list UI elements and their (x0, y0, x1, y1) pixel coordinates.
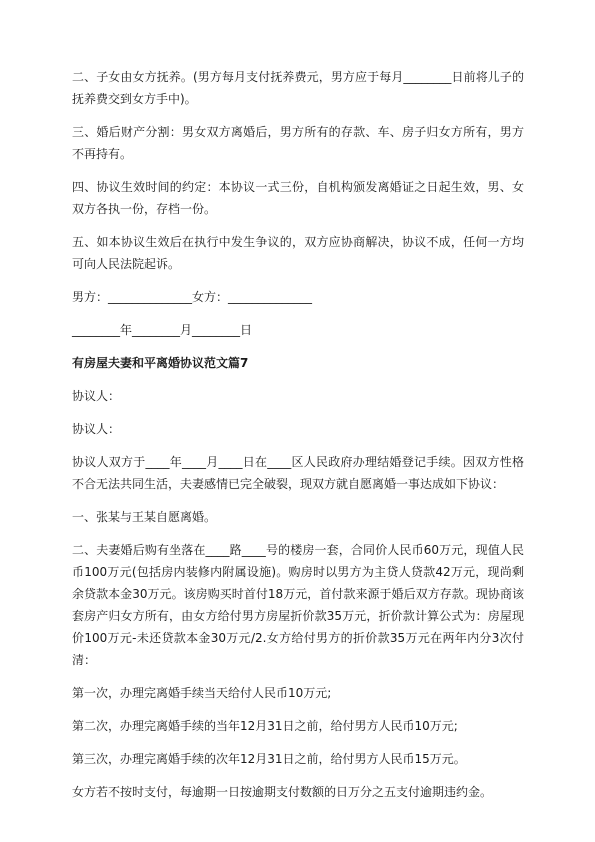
clause-one-divorce: 一、张某与王某自愿离婚。 (72, 510, 217, 524)
party-one-label: 协议人： (72, 389, 121, 403)
clause-two-custody: 二、子女由女方抚养。(男方每月支付抚养费元，男方应于每月________日前将儿子的抚养费交到女方手中)。 (72, 70, 524, 106)
clause-five-dispute: 五、如本协议生效后在执行中发生争议的，双方应协商解决，协议不成，任何一方均可向人民法院起诉。 (72, 235, 524, 271)
signature-line: 男方：______________女方：______________ (72, 290, 313, 304)
payment-second: 第二次，办理完离婚手续的当年12月31日之前，给付男方人民币10万元; (72, 719, 458, 733)
party-two-label: 协议人： (72, 422, 121, 436)
late-penalty: 女方若不按时支付，每逾期一日按逾期支付数额的日万分之五支付逾期违约金。 (72, 785, 493, 799)
document-page (72, 66, 524, 814)
clause-three-property: 三、婚后财产分割：男女双方离婚后，男方所有的存款、车、房子归女方所有，男方不再持有。 (72, 125, 524, 161)
preamble-paragraph: 协议人双方于____年____月____日在____区人民政府办理结婚登记手续。因双方性格不合无法共同生活，夫妻感情已完全破裂，现双方就自愿离婚一事达成如下协议： (72, 455, 524, 491)
payment-third: 第三次，办理完离婚手续的次年12月31日之前，给付男方人民币15万元。 (72, 752, 466, 766)
payment-first: 第一次，办理完离婚手续当天给付人民币10万元; (72, 686, 332, 700)
clause-four-effective: 四、协议生效时间的约定：本协议一式三份，自机构颁发离婚证之日起生效，男、女双方各执一份，存档一份。 (72, 180, 524, 216)
date-line: ________年________月________日 (72, 323, 253, 337)
section-heading: 有房屋夫妻和平离婚协议范文篇7 (72, 356, 249, 370)
clause-two-house: 二、夫妻婚后购有坐落在____路____号的楼房一套，合同价人民币60万元，现值人民币100万元(包括房内装修内附属设施)。购房时以男方为主贷人贷款42万元，现尚剩余贷款本金30万元。该房购买时首付18万元，首付款来源于婚后双方存款。现协商该套房产归女方所有，由女方给付男方房屋折价款35万元，折价款计算公式为：房屋现价100万元-未还贷款本金30万元/2.女方给付男方的折价款35万元在两年内分3次付清： (72, 543, 524, 667)
